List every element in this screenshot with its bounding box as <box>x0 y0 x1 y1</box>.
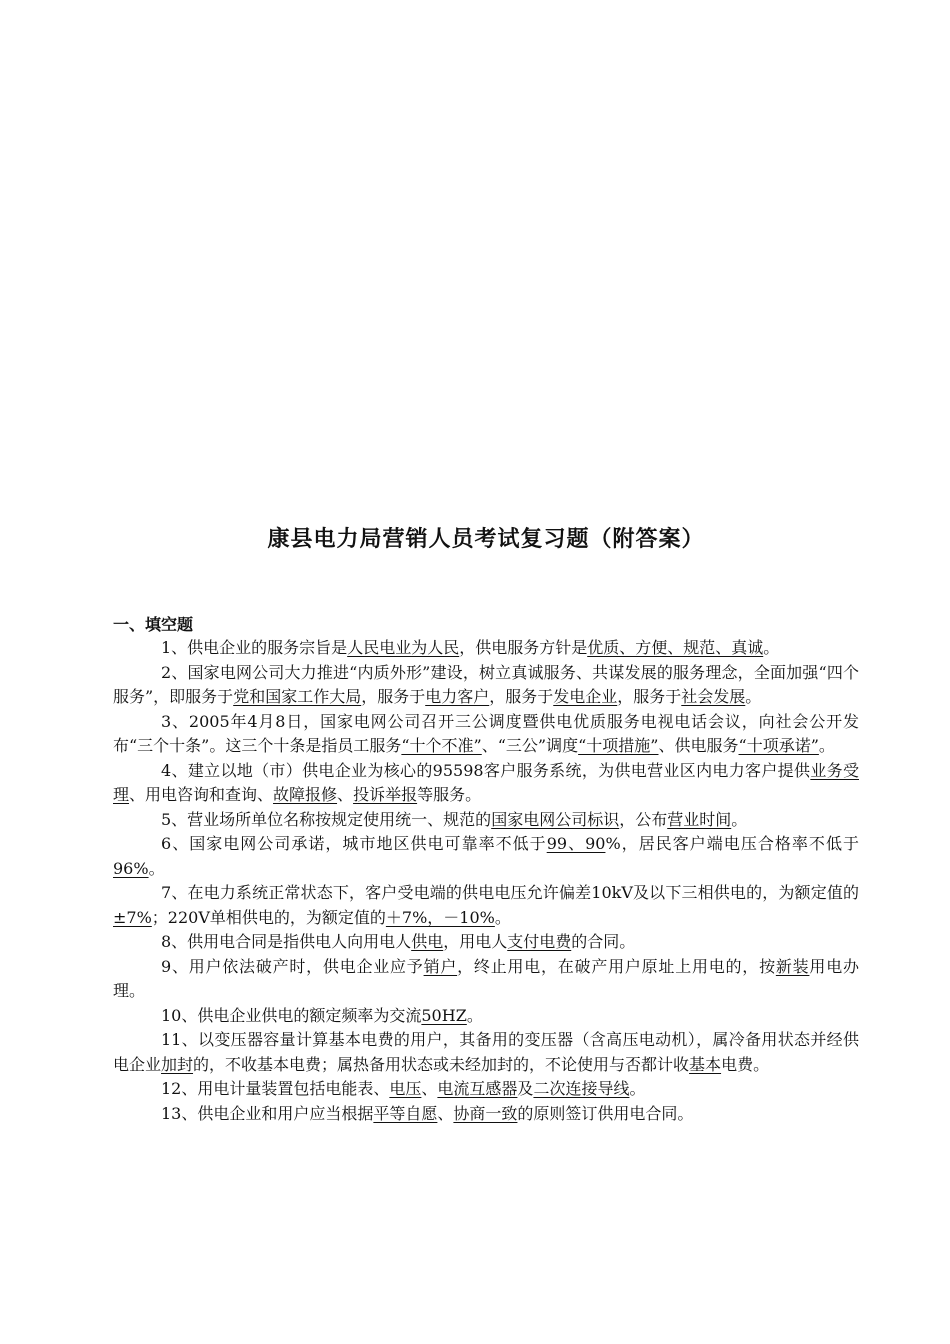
question-item <box>113 1028 859 1077</box>
question-text: 9、用户依法破产时，供电企业应予 <box>161 956 424 976</box>
question-text: 。 <box>763 638 780 657</box>
question-text: ；220V单相供电的，为额定值的 <box>151 907 386 927</box>
question-text: ，服务于 <box>617 687 682 706</box>
question-text: 8、供用电合同是指供电人向用电人 <box>161 932 412 951</box>
question-text: 7、在电力系统正常状态下，客户受电端的供电电压允许偏差10kV及以下三相供电的，为额定值的 <box>161 883 859 902</box>
question-text: ，供电服务方针是 <box>459 638 588 657</box>
question-text: 、 <box>337 785 354 804</box>
answer-text: 支付电费 <box>507 932 572 951</box>
answer-text: 电压 <box>389 1079 422 1098</box>
question-text: 。 <box>731 809 748 829</box>
question-text: 。 <box>629 1079 646 1098</box>
question-item <box>113 759 859 808</box>
question-item <box>113 832 859 881</box>
question-text: 。 <box>466 1005 483 1025</box>
answer-text: 营业时间 <box>667 809 732 829</box>
question-text: 3、2005年4月8日，国家电网公司召开三公调度暨供电优质服务电视电话会议，向社会公开发布“三个十条”。这三个十条是指员工服务 <box>113 711 859 755</box>
answer-text: 96% <box>113 858 149 878</box>
question-text: ，用电人 <box>443 932 508 951</box>
answer-text: 加封 <box>161 1054 194 1074</box>
question-item <box>113 955 859 1004</box>
question-item <box>113 636 859 661</box>
question-item <box>113 1077 859 1102</box>
answer-text: ±7% <box>113 907 152 927</box>
question-text: 2、国家电网公司大力推进“内质外形”建设，树立真诚服务、共谋发展的服务理念，全面加强“四个服务”，即服务于 <box>113 662 859 706</box>
question-text: 5、营业场所单位名称按规定使用统一、规范的 <box>161 809 492 829</box>
question-text: 12、用电计量装置包括电能表、 <box>161 1079 390 1098</box>
question-text: ，服务于 <box>489 687 554 706</box>
question-text: 1、供电企业的服务宗旨是 <box>161 638 348 657</box>
question-text: 电费。 <box>721 1054 770 1074</box>
question-text: 、用电咨询和查询、 <box>129 785 274 804</box>
question-text: %，居民客户端电压合格率不低于 <box>605 834 859 853</box>
answer-text: 投诉举报 <box>353 785 418 804</box>
question-text: 及 <box>517 1079 534 1098</box>
question-text: 13、供电企业和用户应当根据 <box>161 1103 374 1123</box>
answer-text: “十项承诺” <box>738 736 819 755</box>
answer-text: 供电 <box>411 932 444 951</box>
question-text: 10、供电企业供电的额定频率为交流 <box>161 1005 422 1025</box>
answer-text: 人民电业为人民 <box>347 638 460 657</box>
answer-text: 业务受理 <box>113 760 859 804</box>
answer-text: 电力客户 <box>425 687 490 706</box>
answer-text: 平等自愿 <box>373 1103 438 1123</box>
question-text: 。 <box>818 736 835 755</box>
question-item <box>113 881 859 930</box>
question-text: 、 <box>421 1079 438 1098</box>
question-text: 4、建立以地（市）供电企业为核心的95598客户服务系统，为供电营业区内电力客户提供 <box>161 760 811 780</box>
question-item <box>113 1004 859 1029</box>
question-item <box>113 710 859 759</box>
question-text: 等服务。 <box>417 785 482 804</box>
question-text: 。 <box>148 858 165 878</box>
question-text: ，服务于 <box>361 687 426 706</box>
question-text: 、“三公”调度 <box>481 736 579 755</box>
answer-text: 50HZ <box>421 1005 467 1025</box>
question-text: 、 <box>437 1103 454 1123</box>
question-text: 的原则签订供用电合同。 <box>517 1103 694 1123</box>
section-heading: 一、填空题 <box>113 615 194 634</box>
question-text: 。 <box>494 907 511 927</box>
answer-text: 优质、方便、规范、真诚 <box>587 638 764 657</box>
answer-text: 99、90 <box>546 834 606 853</box>
answer-text: 电流互感器 <box>437 1079 518 1098</box>
question-item <box>113 930 859 955</box>
answer-text: 国家电网公司标识 <box>491 809 620 829</box>
answer-text: “十个不准” <box>401 736 482 755</box>
question-item <box>113 1102 859 1127</box>
question-text: 11、以变压器容量计算基本电费的用户，其备用的变压器（含高压电动机），属冷备用状态并经供电企业 <box>113 1030 859 1074</box>
document-title: 康县电力局营销人员考试复习题（附答案） <box>267 527 705 552</box>
question-text: 用电办理。 <box>113 956 859 1000</box>
answer-text: 二次连接导线 <box>533 1079 630 1098</box>
question-item <box>113 661 859 710</box>
answer-text: ＋7%，－10% <box>385 907 495 927</box>
question-text: 6、国家电网公司承诺，城市地区供电可靠率不低于 <box>161 834 547 853</box>
answer-text: 协商一致 <box>453 1103 518 1123</box>
answer-text: “十项措施” <box>578 736 659 755</box>
answer-text: 新装 <box>775 956 810 976</box>
answer-text: 销户 <box>423 956 458 976</box>
answer-text: 故障报修 <box>273 785 338 804</box>
answer-text: 基本 <box>689 1054 722 1074</box>
question-item <box>113 808 859 833</box>
question-text: 、供电服务 <box>658 736 739 755</box>
question-text: ，公布 <box>619 809 668 829</box>
question-text: 。 <box>745 687 762 706</box>
question-text: 的合同。 <box>571 932 636 951</box>
answer-text: 发电企业 <box>553 687 618 706</box>
question-text: ，终止用电，在破产用户原址上用电的，按 <box>457 956 776 976</box>
question-text: 的，不收基本电费；属热备用状态或未经加封的，不论使用与否都计收 <box>193 1054 690 1074</box>
answer-text: 社会发展 <box>681 687 746 706</box>
answer-text: 党和国家工作大局 <box>233 687 362 706</box>
question-list <box>113 636 859 1126</box>
